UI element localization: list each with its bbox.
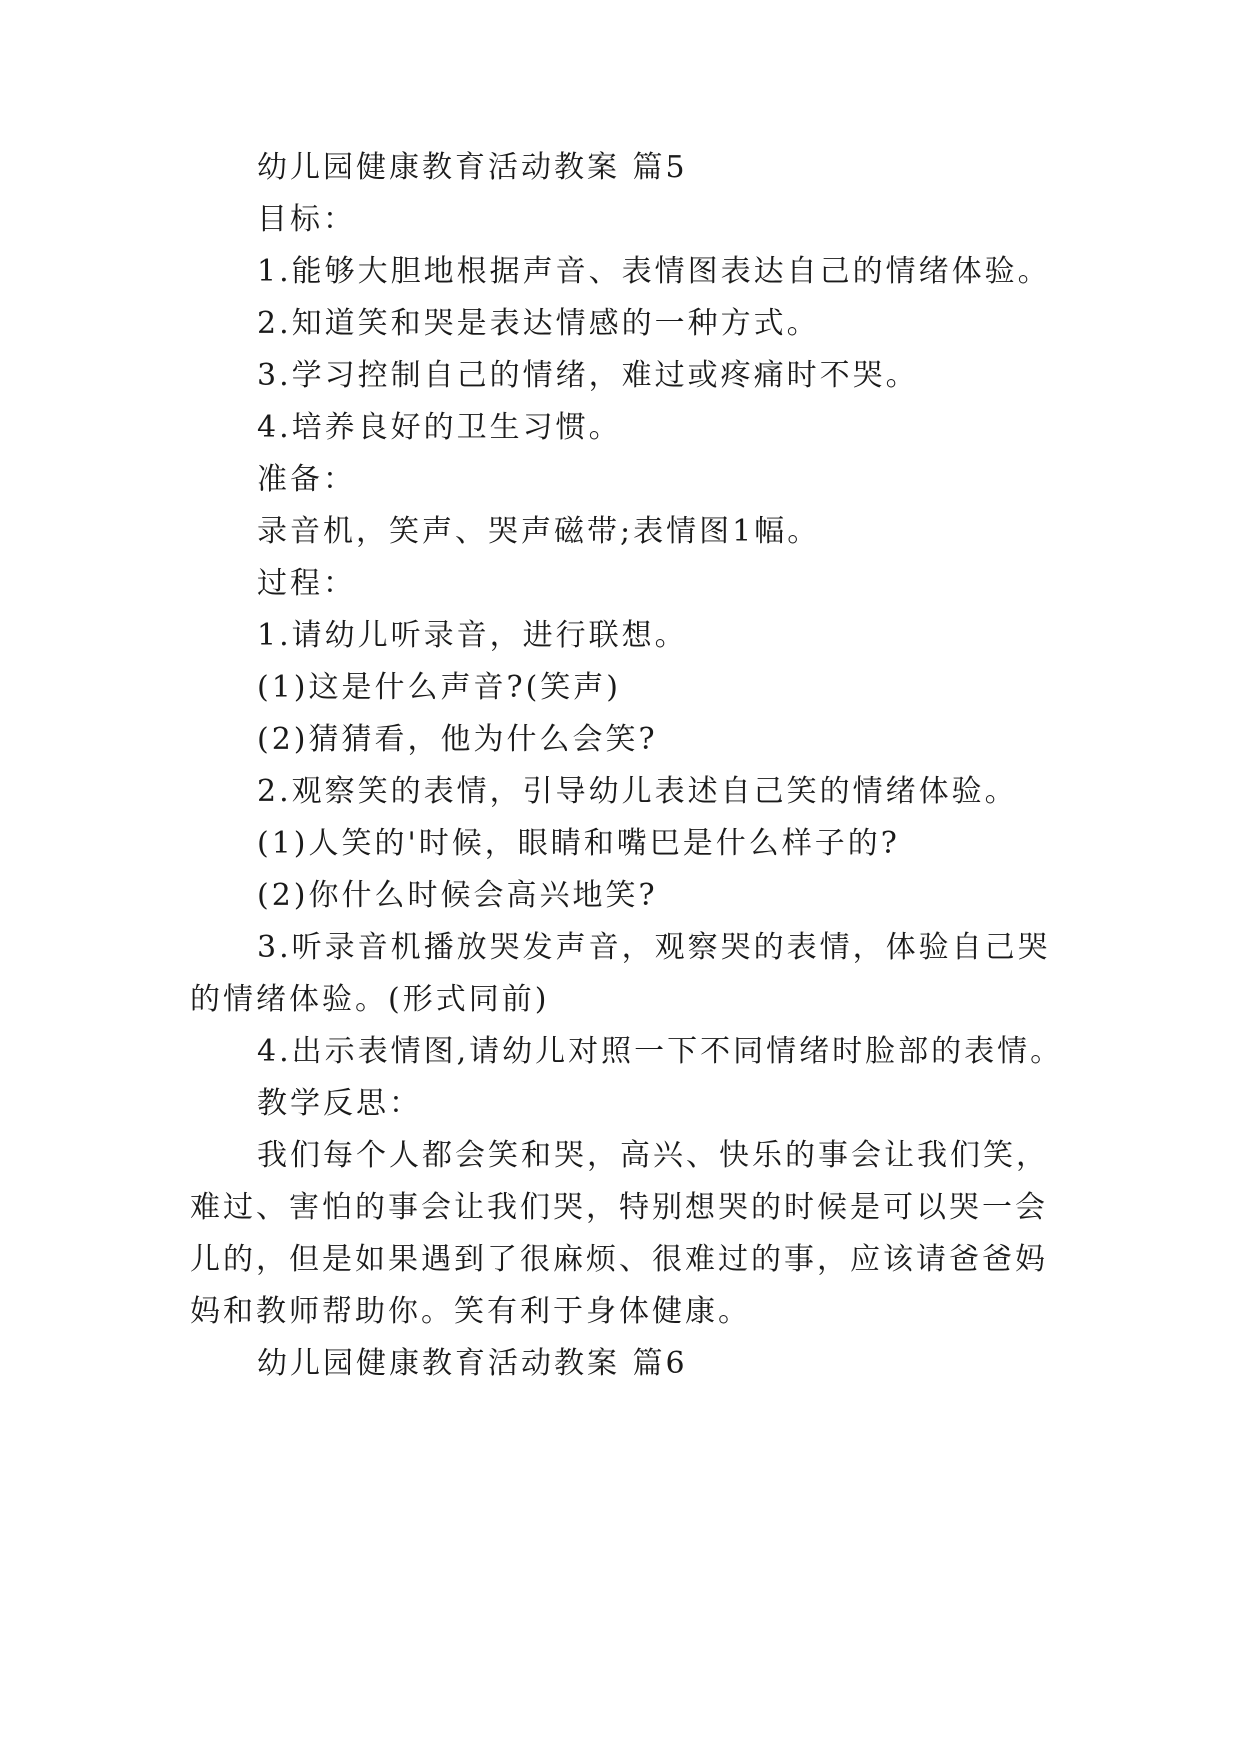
preparation-text: 录音机，笑声、哭声磁带;表情图1幅。: [257, 514, 821, 549]
process-step-1-question-2: (2)猜猜看，他为什么会笑?: [257, 722, 658, 757]
goal-item-3: 3.学习控制自己的情绪，难过或疼痛时不哭。: [257, 358, 919, 393]
goal-item-4: 4.培养良好的卫生习惯。: [257, 410, 622, 445]
goal-item-1: 1.能够大胆地根据声音、表情图表达自己的情绪体验。: [257, 254, 1051, 289]
process-step-3-line-1: 3.听录音机播放哭发声音，观察哭的表情，体验自己哭: [257, 930, 1051, 965]
reflection-line-4: 妈和教师帮助你。笑有利于身体健康。: [190, 1294, 751, 1329]
reflection-line-2: 难过、害怕的事会让我们哭，特别想哭的时候是可以哭一会: [190, 1190, 1048, 1225]
reflection-line-1: 我们每个人都会笑和哭，高兴、快乐的事会让我们笑，: [257, 1138, 1049, 1173]
process-step-1: 1.请幼儿听录音，进行联想。: [257, 618, 688, 653]
process-step-4: 4.出示表情图,请幼儿对照一下不同情绪时脸部的表情。: [257, 1034, 1064, 1069]
process-label: 过程：: [257, 566, 356, 601]
process-step-1-question-1: (1)这是什么声音?(笑声): [257, 670, 621, 705]
section-6-heading: 幼儿园健康教育活动教案 篇6: [257, 1346, 688, 1381]
process-step-3-line-2: 的情绪体验。(形式同前): [190, 982, 550, 1017]
goals-label: 目标：: [257, 202, 356, 237]
reflection-label: 教学反思：: [257, 1086, 422, 1121]
process-step-2-question-1: (1)人笑的'时候，眼睛和嘴巴是什么样子的?: [257, 826, 900, 861]
goal-item-2: 2.知道笑和哭是表达情感的一种方式。: [257, 306, 820, 341]
reflection-line-3: 儿的，但是如果遇到了很麻烦、很难过的事，应该请爸爸妈: [190, 1242, 1048, 1277]
process-step-2-question-2: (2)你什么时候会高兴地笑?: [257, 878, 658, 913]
section-5-heading: 幼儿园健康教育活动教案 篇5: [257, 150, 688, 185]
process-step-2: 2.观察笑的表情，引导幼儿表述自己笑的情绪体验。: [257, 774, 1018, 809]
preparation-label: 准备：: [257, 462, 356, 497]
